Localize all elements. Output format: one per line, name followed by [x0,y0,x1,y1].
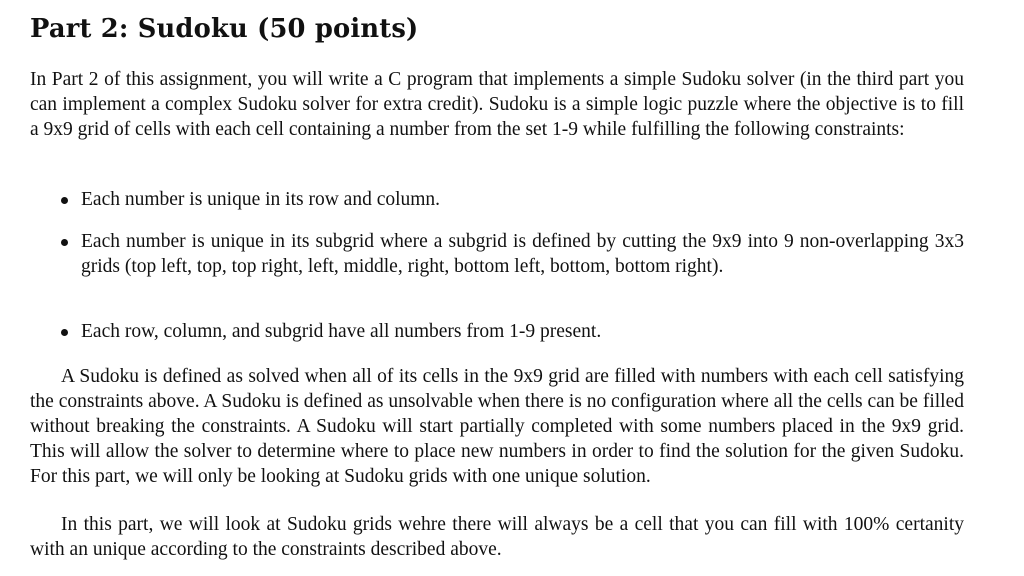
closing-paragraph: In this part, we will look at Sudoku grids wehre there will always be a cell that you can fill with 100% certanity with an unique according to the constraints described above. [30,514,964,560]
constraint-text: Each row, column, and subgrid have all numbers from 1-9 present. [81,321,602,342]
section-title: Part 2: Sudoku (50 points) [30,14,419,44]
definition-paragraph: A Sudoku is defined as solved when all of its cells in the 9x9 grid are filled with numbers with each cell satisfying the constraints above. A Sudoku is defined as unsolvable when there is no configuration where all the cells can be filled without breaking the constraints. A Sudoku will start partially completed with some numbers placed in the 9x9 grid. This will allow the solver to determine where to place new numbers in order to find the solution for the given Sudoku. For this part, we will only be looking at Sudoku grids with one unique solution. [30,366,964,487]
constraint-text: Each number is unique in its row and column. [81,189,441,210]
bullet-icon [61,197,68,204]
bullet-icon [61,239,68,246]
constraint-text: Each number is unique in its subgrid where a subgrid is defined by cutting the 9x9 into 9 non-overlapping 3x3 grids (top left, top, top right, left, middle, right, bottom left, bottom, bottom right). [81,231,964,277]
intro-paragraph: In Part 2 of this assignment, you will write a C program that implements a simple Sudoku solver (in the third part you can implement a complex Sudoku solver for extra credit). Sudoku is a simple logic puzzle where the objective is to fill a 9x9 grid of cells with each cell containing a number from the set 1-9 while fulfilling the following constraints: [30,69,964,140]
bullet-icon [61,329,68,336]
